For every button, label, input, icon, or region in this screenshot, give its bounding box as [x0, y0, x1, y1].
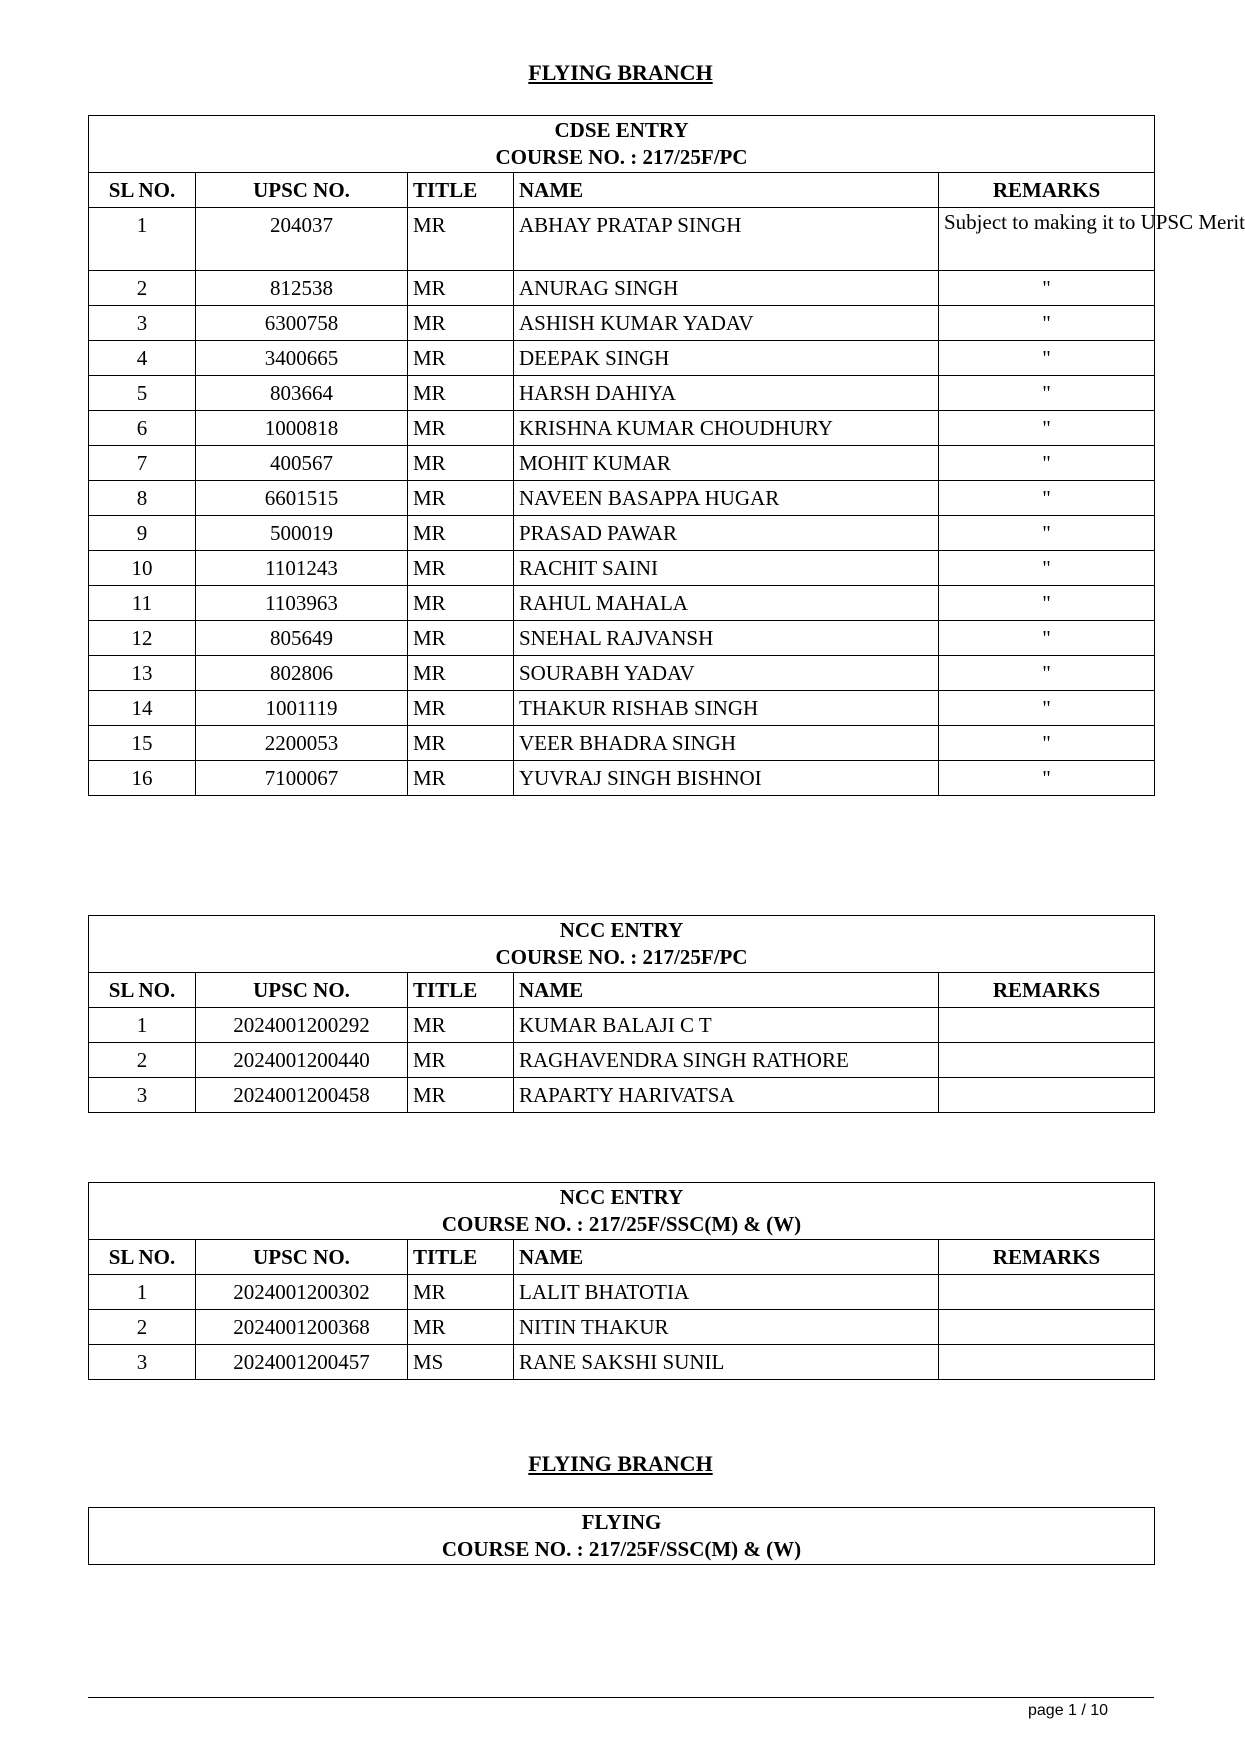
upsc-no-cell: 2024001200440: [196, 1043, 408, 1078]
course-number: COURSE NO. : 217/25F/SSC(M) & (W): [441, 1212, 802, 1236]
table-row: [89, 726, 1155, 761]
name-cell: KRISHNA KUMAR CHOUDHURY: [514, 411, 939, 446]
remarks-cell: ": [939, 621, 1155, 656]
col-remarks: REMARKS: [939, 1240, 1155, 1275]
table-row: [89, 446, 1155, 481]
course-number: COURSE NO. : 217/25F/PC: [495, 145, 748, 169]
title-cell: MS: [408, 1345, 514, 1380]
table-row: [89, 411, 1155, 446]
remarks-cell: [939, 1008, 1155, 1043]
title-cell: MR: [408, 341, 514, 376]
sl-no-cell: 4: [89, 341, 196, 376]
table-row: [89, 341, 1155, 376]
title-cell: MR: [408, 726, 514, 761]
upsc-no-cell: 803664: [196, 376, 408, 411]
table-row: [89, 1078, 1155, 1113]
remarks-cell: ": [939, 271, 1155, 306]
table-caption: [89, 1508, 1155, 1565]
col-name: NAME: [514, 973, 939, 1008]
name-cell: PRASAD PAWAR: [514, 516, 939, 551]
upsc-no-cell: 1001119: [196, 691, 408, 726]
title-cell: MR: [408, 691, 514, 726]
sl-no-cell: 3: [89, 1345, 196, 1380]
course-number: COURSE NO. : 217/25F/SSC(M) & (W): [441, 1537, 802, 1561]
sl-no-cell: 9: [89, 516, 196, 551]
sl-no-cell: 11: [89, 586, 196, 621]
ncc-entry-ssc-table: [88, 1182, 1155, 1380]
upsc-no-cell: 6300758: [196, 306, 408, 341]
title-cell: MR: [408, 1310, 514, 1345]
table-row: [89, 1275, 1155, 1310]
remarks-cell: [939, 1275, 1155, 1310]
remarks-cell: ": [939, 551, 1155, 586]
branch-heading: FLYING BRANCH: [528, 1451, 713, 1476]
name-cell: RAGHAVENDRA SINGH RATHORE: [514, 1043, 939, 1078]
upsc-no-cell: 2024001200458: [196, 1078, 408, 1113]
name-cell: NAVEEN BASAPPA HUGAR: [514, 481, 939, 516]
entry-type: NCC ENTRY: [559, 918, 684, 942]
sl-no-cell: 5: [89, 376, 196, 411]
upsc-no-cell: 812538: [196, 271, 408, 306]
header-row: [89, 173, 1155, 208]
table-row: [89, 481, 1155, 516]
col-title: TITLE: [408, 173, 514, 208]
name-cell: NITIN THAKUR: [514, 1310, 939, 1345]
remarks-cell: ": [939, 516, 1155, 551]
cdse-entry-table: [88, 115, 1245, 796]
upsc-no-cell: 1000818: [196, 411, 408, 446]
name-cell: ANURAG SINGH: [514, 271, 939, 306]
upsc-no-cell: 500019: [196, 516, 408, 551]
title-cell: MR: [408, 621, 514, 656]
sl-no-cell: 2: [89, 1310, 196, 1345]
remarks-cell: ": [939, 691, 1155, 726]
sl-no-cell: 13: [89, 656, 196, 691]
title-cell: MR: [408, 481, 514, 516]
col-name: NAME: [514, 173, 939, 208]
sl-no-cell: 1: [89, 1008, 196, 1043]
upsc-no-cell: 7100067: [196, 761, 408, 796]
remarks-cell: [939, 1345, 1155, 1380]
upsc-no-cell: 1101243: [196, 551, 408, 586]
name-cell: KUMAR BALAJI C T: [514, 1008, 939, 1043]
title-cell: MR: [408, 551, 514, 586]
remarks-cell: [939, 1310, 1155, 1345]
name-cell: ABHAY PRATAP SINGH: [514, 208, 939, 271]
page-number: page 1 / 10: [1028, 1702, 1109, 1719]
name-cell: YUVRAJ SINGH BISHNOI: [514, 761, 939, 796]
title-cell: MR: [408, 411, 514, 446]
upsc-no-cell: 6601515: [196, 481, 408, 516]
upsc-no-cell: 1103963: [196, 586, 408, 621]
upsc-no-cell: 2024001200368: [196, 1310, 408, 1345]
col-sl-no: SL NO.: [89, 173, 196, 208]
col-title: TITLE: [408, 973, 514, 1008]
sl-no-cell: 16: [89, 761, 196, 796]
table-row: [89, 761, 1155, 796]
branch-heading: FLYING BRANCH: [528, 60, 713, 85]
title-cell: MR: [408, 1078, 514, 1113]
remarks-cell: ": [939, 586, 1155, 621]
name-cell: VEER BHADRA SINGH: [514, 726, 939, 761]
name-cell: RANE SAKSHI SUNIL: [514, 1345, 939, 1380]
table-row: [89, 516, 1155, 551]
table-row: [89, 691, 1155, 726]
table-caption: [89, 1183, 1155, 1240]
title-cell: MR: [408, 1275, 514, 1310]
footer-divider: [88, 1697, 1154, 1698]
table-caption: [89, 916, 1155, 973]
title-cell: MR: [408, 271, 514, 306]
header-row: [89, 1240, 1155, 1275]
sl-no-cell: 2: [89, 1043, 196, 1078]
upsc-no-cell: 3400665: [196, 341, 408, 376]
upsc-no-cell: 2200053: [196, 726, 408, 761]
sl-no-cell: 2: [89, 271, 196, 306]
remarks-cell: [939, 1043, 1155, 1078]
entry-type: FLYING: [581, 1510, 662, 1534]
name-cell: RAPARTY HARIVATSA: [514, 1078, 939, 1113]
title-cell: MR: [408, 208, 514, 271]
upsc-no-cell: 2024001200457: [196, 1345, 408, 1380]
entry-type: CDSE ENTRY: [554, 118, 689, 142]
table-row: [89, 271, 1155, 306]
remarks-cell: ": [939, 341, 1155, 376]
entry-type: NCC ENTRY: [559, 1185, 684, 1209]
table-caption: [89, 116, 1155, 173]
name-cell: SOURABH YADAV: [514, 656, 939, 691]
name-cell: DEEPAK SINGH: [514, 341, 939, 376]
title-cell: MR: [408, 306, 514, 341]
upsc-no-cell: 204037: [196, 208, 408, 271]
name-cell: MOHIT KUMAR: [514, 446, 939, 481]
table-row: [89, 1043, 1155, 1078]
col-name: NAME: [514, 1240, 939, 1275]
header-row: [89, 973, 1155, 1008]
table-row: [89, 208, 1155, 271]
table-row: [89, 656, 1155, 691]
flying-course-table: [88, 1507, 1155, 1565]
title-cell: MR: [408, 761, 514, 796]
upsc-no-cell: 2024001200302: [196, 1275, 408, 1310]
remarks-cell: Subject to making it to UPSC Merit: [939, 208, 1155, 271]
title-cell: MR: [408, 446, 514, 481]
upsc-no-cell: 400567: [196, 446, 408, 481]
table-row: [89, 621, 1155, 656]
sl-no-cell: 7: [89, 446, 196, 481]
remarks-cell: ": [939, 411, 1155, 446]
col-upsc-no: UPSC NO.: [196, 973, 408, 1008]
sl-no-cell: 1: [89, 208, 196, 271]
upsc-no-cell: 802806: [196, 656, 408, 691]
name-cell: HARSH DAHIYA: [514, 376, 939, 411]
title-cell: MR: [408, 1008, 514, 1043]
sl-no-cell: 8: [89, 481, 196, 516]
sl-no-cell: 10: [89, 551, 196, 586]
name-cell: ASHISH KUMAR YADAV: [514, 306, 939, 341]
name-cell: LALIT BHATOTIA: [514, 1275, 939, 1310]
title-cell: MR: [408, 516, 514, 551]
title-cell: MR: [408, 1043, 514, 1078]
sl-no-cell: 14: [89, 691, 196, 726]
col-remarks: REMARKS: [939, 973, 1155, 1008]
sl-no-cell: 6: [89, 411, 196, 446]
sl-no-cell: 3: [89, 306, 196, 341]
table-row: [89, 551, 1155, 586]
title-cell: MR: [408, 376, 514, 411]
col-title: TITLE: [408, 1240, 514, 1275]
col-sl-no: SL NO.: [89, 1240, 196, 1275]
table-row: [89, 1345, 1155, 1380]
name-cell: SNEHAL RAJVANSH: [514, 621, 939, 656]
title-cell: MR: [408, 656, 514, 691]
name-cell: RAHUL MAHALA: [514, 586, 939, 621]
col-upsc-no: UPSC NO.: [196, 1240, 408, 1275]
title-cell: MR: [408, 586, 514, 621]
remarks-cell: ": [939, 376, 1155, 411]
col-remarks: REMARKS: [939, 173, 1155, 208]
table-row: [89, 376, 1155, 411]
upsc-no-cell: 2024001200292: [196, 1008, 408, 1043]
sl-no-cell: 1: [89, 1275, 196, 1310]
table-row: [89, 1310, 1155, 1345]
sl-no-cell: 12: [89, 621, 196, 656]
table-row: [89, 1008, 1155, 1043]
col-sl-no: SL NO.: [89, 973, 196, 1008]
sl-no-cell: 15: [89, 726, 196, 761]
remarks-cell: ": [939, 306, 1155, 341]
name-cell: RACHIT SAINI: [514, 551, 939, 586]
remarks-cell: ": [939, 446, 1155, 481]
ncc-entry-pc-table: [88, 915, 1155, 1113]
remarks-cell: [939, 1078, 1155, 1113]
remarks-cell: ": [939, 656, 1155, 691]
course-number: COURSE NO. : 217/25F/PC: [495, 945, 748, 969]
col-upsc-no: UPSC NO.: [196, 173, 408, 208]
remarks-cell: ": [939, 481, 1155, 516]
remarks-cell: ": [939, 761, 1155, 796]
table-row: [89, 306, 1155, 341]
sl-no-cell: 3: [89, 1078, 196, 1113]
upsc-no-cell: 805649: [196, 621, 408, 656]
remarks-cell: ": [939, 726, 1155, 761]
table-row: [89, 586, 1155, 621]
name-cell: THAKUR RISHAB SINGH: [514, 691, 939, 726]
